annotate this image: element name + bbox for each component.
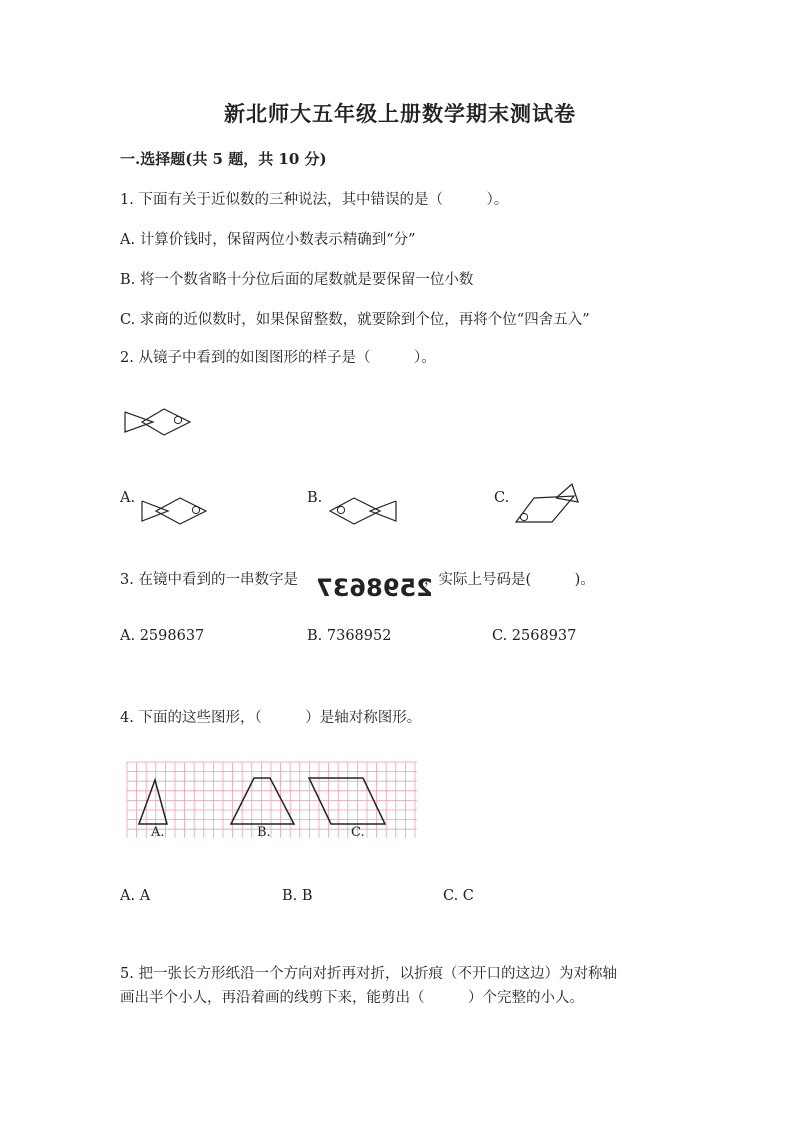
grid-label-b: B. — [257, 825, 271, 840]
question-2-stem: 2. 从镜子中看到的如图图形的样子是（ ）。 — [120, 350, 436, 366]
question-4-option-a: A. A — [120, 888, 151, 904]
question-5-line-2: 画出半个小人，再沿着画的线剪下来，能剪出（ ）个完整的小人。 — [120, 990, 584, 1006]
question-5-line-1: 5. 把一张长方形纸沿一个方向对折再对折，以折痕（不开口的这边）为对称轴 — [120, 966, 617, 982]
question-3-option-b: B. 7368952 — [307, 628, 392, 644]
fish-option-b — [326, 493, 398, 529]
parallelogram-shape-c — [309, 778, 385, 824]
question-4-option-b: B. B — [282, 888, 313, 904]
question-1-option-c: C. 求商的近似数时，如果保留整数，就要除到个位，再将个位“四舍五入” — [120, 312, 590, 328]
grid-label-a: A. — [151, 825, 165, 840]
question-1-option-a: A. 计算价钱时，保留两位小数表示精确到“分” — [120, 232, 416, 248]
grid-label-c: C. — [351, 825, 365, 840]
question-2-option-c-label: C. — [494, 490, 510, 506]
question-3-stem-start: 3. 在镜中看到的一串数字是 — [120, 572, 298, 588]
mirrored-number-image: 2598637 — [316, 574, 433, 602]
question-1-option-b: B. 将一个数省略十分位后面的尾数就是要保留一位小数 — [120, 272, 474, 288]
question-1-stem: 1. 下面有关于近似数的三种说法，其中错误的是（ ）。 — [120, 192, 509, 208]
question-3-option-c: C. 2568937 — [492, 628, 577, 644]
fish-option-c — [512, 482, 584, 528]
question-2-option-a-label: A. — [120, 490, 136, 506]
section-heading: 一.选择题(共 5 题，共 10 分) — [120, 150, 327, 168]
shapes-grid-figure — [127, 762, 417, 838]
question-4-stem: 4. 下面的这些图形，（ ）是轴对称图形。 — [120, 710, 422, 726]
triangle-shape-a — [139, 780, 167, 824]
fish-figure — [120, 400, 200, 440]
question-4-option-c: C. C — [443, 888, 474, 904]
fish-option-a — [140, 493, 212, 529]
question-3-stem-end: ，实际上号码是( )。 — [424, 572, 595, 588]
trapezoid-shape-b — [231, 778, 294, 824]
question-2-option-b-label: B. — [307, 490, 323, 506]
question-3-option-a: A. 2598637 — [120, 628, 205, 644]
page-title: 新北师大五年级上册数学期末测试卷 — [224, 101, 576, 126]
